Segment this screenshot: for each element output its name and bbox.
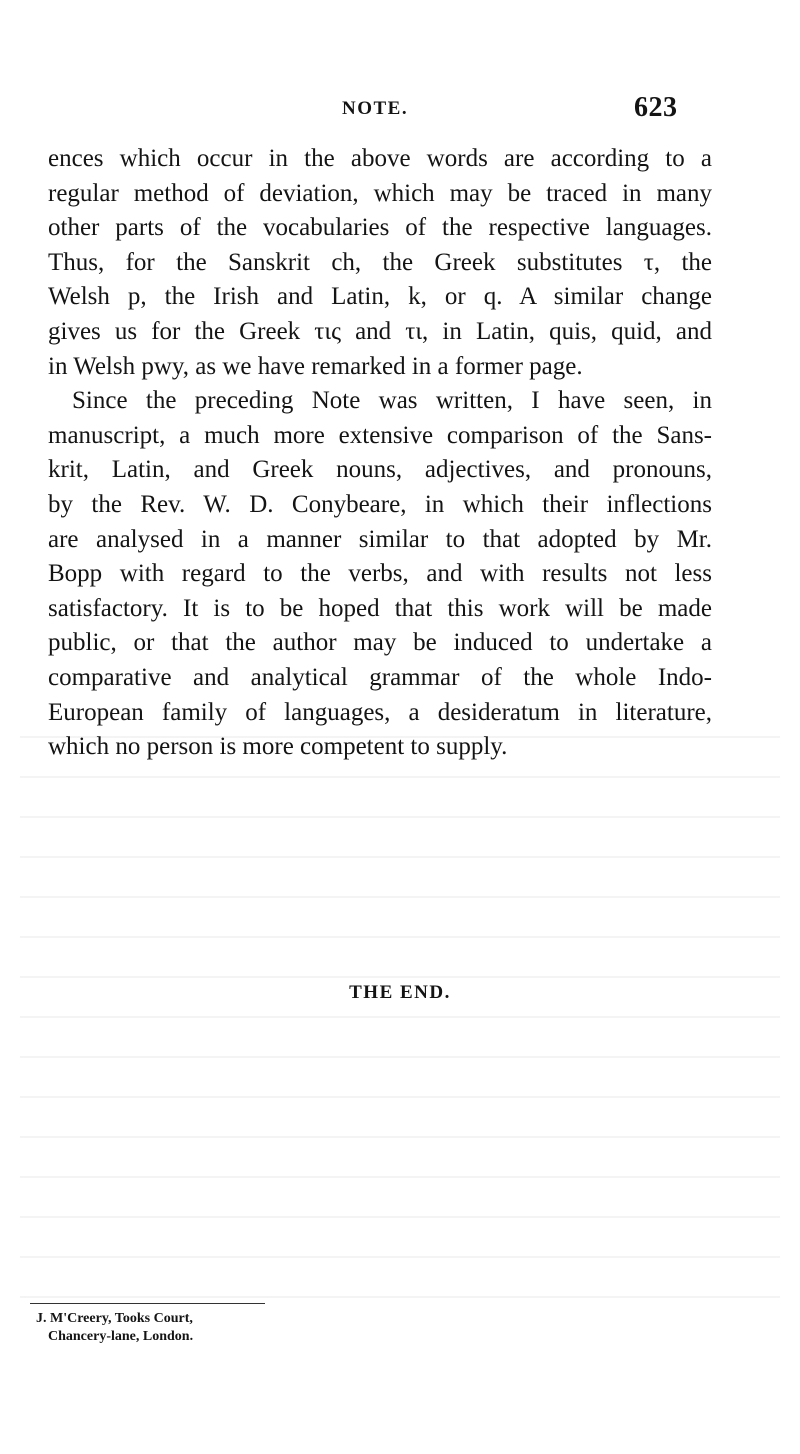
text-line: are analysed in a manner similar to that adopted by Mr. [48,525,712,553]
imprint-rule [30,1303,265,1304]
running-head: NOTE. [342,98,409,119]
paragraph-2 [48,384,712,765]
text-line: in Welsh pwy, as we have remarked in a former page. [48,352,583,380]
text-line: other parts of the vocabularies of the respective languages. [48,214,712,242]
text-line: which no person is more competent to supply. [48,733,508,761]
paragraph-1 [48,142,712,384]
page-header [0,92,800,128]
text-line: Thus, for the Sanskrit ch, the Greek substitutes τ, the [48,248,712,276]
the-end-heading: THE END. [349,982,451,1003]
text-line: Welsh p, the Irish and Latin, k, or q. A similar change [48,283,712,311]
text-line: krit, Latin, and Greek nouns, adjectives, and pronouns, [48,456,712,484]
text-line: gives us for the Greek τις and τι, in Latin, quis, quid, and [48,317,712,345]
text-line: comparative and analytical grammar of the whole Indo- [48,663,712,691]
imprint-line-1: J. M'Creery, Tooks Court, [36,1311,193,1326]
text-line: satisfactory. It is to be hoped that this work will be made [48,594,712,622]
text-line: Bopp with regard to the verbs, and with results not less [48,560,712,588]
page-number: 623 [634,92,678,123]
text-line: by the Rev. W. D. Conybeare, in which their inflections [48,490,712,518]
text-line: manuscript, a much more extensive comparison of the Sans- [48,421,712,449]
text-line: Since the preceding Note was written, I have seen, in [72,387,712,415]
text-line: European family of languages, a desideratum in literature, [48,698,712,726]
text-line: regular method of deviation, which may be traced in many [48,179,712,207]
body-text [48,142,712,765]
text-line: ences which occur in the above words are according to a [48,145,712,172]
text-line: public, or that the author may be induced to undertake a [48,629,712,657]
bleed-through-texture [20,700,780,1320]
printer-imprint [36,1310,276,1346]
imprint-line-2: Chancery-lane, London. [48,1329,194,1344]
